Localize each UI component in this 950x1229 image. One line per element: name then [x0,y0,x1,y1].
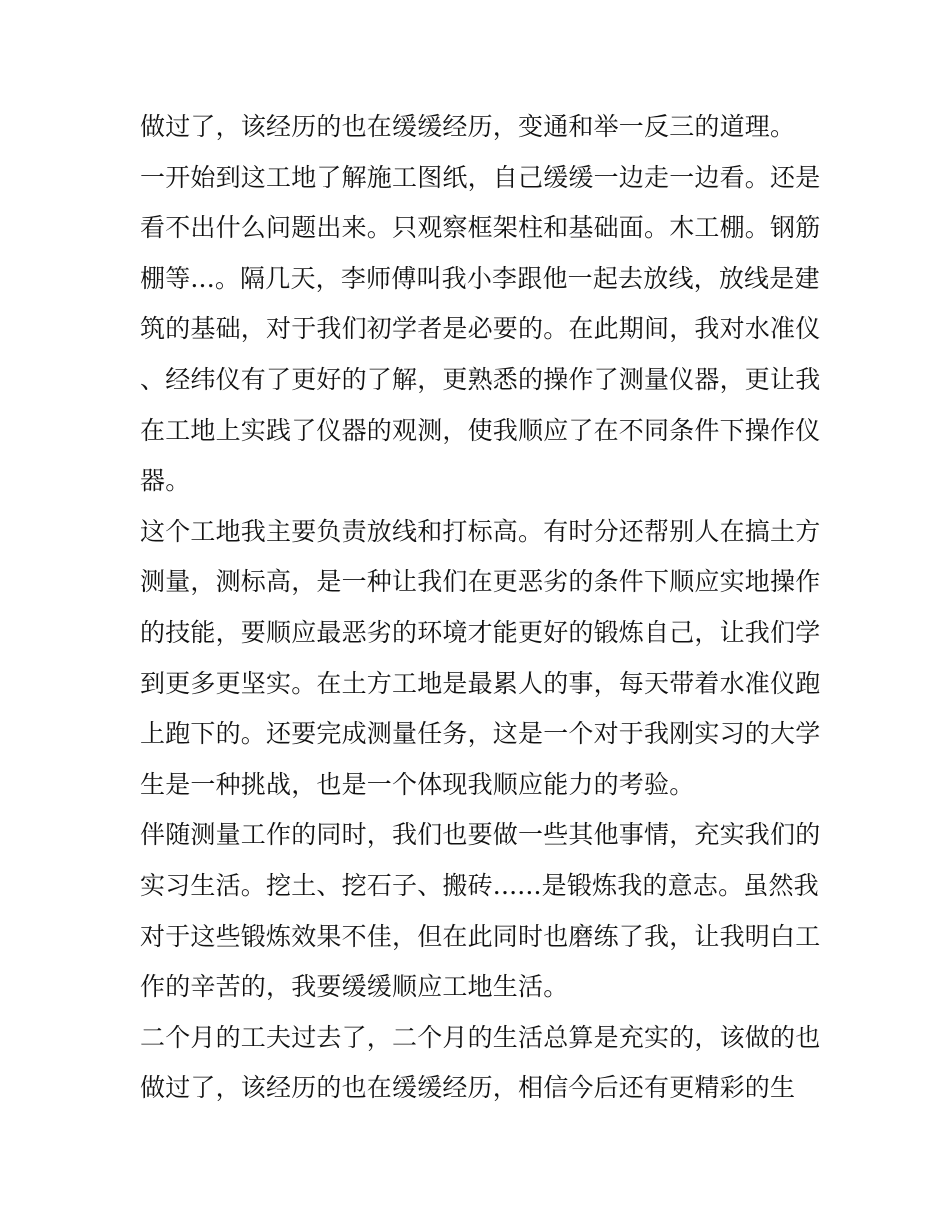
text-line: 伴随测量工作的同时，我们也要做一些其他事情，充实我们的 [140,820,821,850]
text-line: 棚等...。隔几天，李师傅叫我小李跟他一起去放线，放线是建 [140,263,820,293]
text-line: 这个工地我主要负责放线和打标高。有时分还帮别人在搞土方 [140,516,821,546]
text-line: 作的辛苦的，我要缓缓顺应工地生活。 [140,972,569,1002]
text-line: 二个月的工夫过去了，二个月的生活总算是充实的，该做的也 [140,1022,821,1052]
text-line: 生是一种挑战，也是一个体现我顺应能力的考验。 [140,769,695,799]
text-line: 做过了，该经历的也在缓缓经历，变通和举一反三的道理。 [140,112,796,141]
text-line: 对于这些锻炼效果不佳，但在此同时也磨练了我，让我明白工 [140,921,821,951]
text-line: 测量，测标高，是一种让我们在更恶劣的条件下顺应实地操作 [140,567,821,597]
text-line: 一开始到这工地了解施工图纸，自己缓缓一边走一边看。还是 [140,162,821,192]
text-line: 筑的基础，对于我们初学者是必要的。在此期间，我对水准仪 [140,314,821,344]
text-line: 实习生活。挖土、挖石子、搬砖......是锻炼我的意志。虽然我 [140,870,819,900]
text-line: 上跑下的。还要完成测量任务，这是一个对于我刚实习的大学 [140,719,821,749]
text-line: 做过了，该经历的也在缓缓经历，相信今后还有更精彩的生 [140,1073,796,1103]
text-line: 、经纬仪有了更好的了解，更熟悉的操作了测量仪器，更让我 [140,364,821,394]
text-line: 在工地上实践了仪器的观测，使我顺应了在不同条件下操作仪 [140,415,821,445]
text-line: 的技能，要顺应最恶劣的环境才能更好的锻炼自己，让我们学 [140,617,821,647]
text-line: 看不出什么问题出来。只观察框架柱和基础面。木工棚。钢筋 [140,213,821,243]
text-line: 器。 [140,466,191,496]
body-text [140,102,820,1114]
text-line: 到更多更坚实。在土方工地是最累人的事，每天带着水准仪跑 [140,668,821,698]
